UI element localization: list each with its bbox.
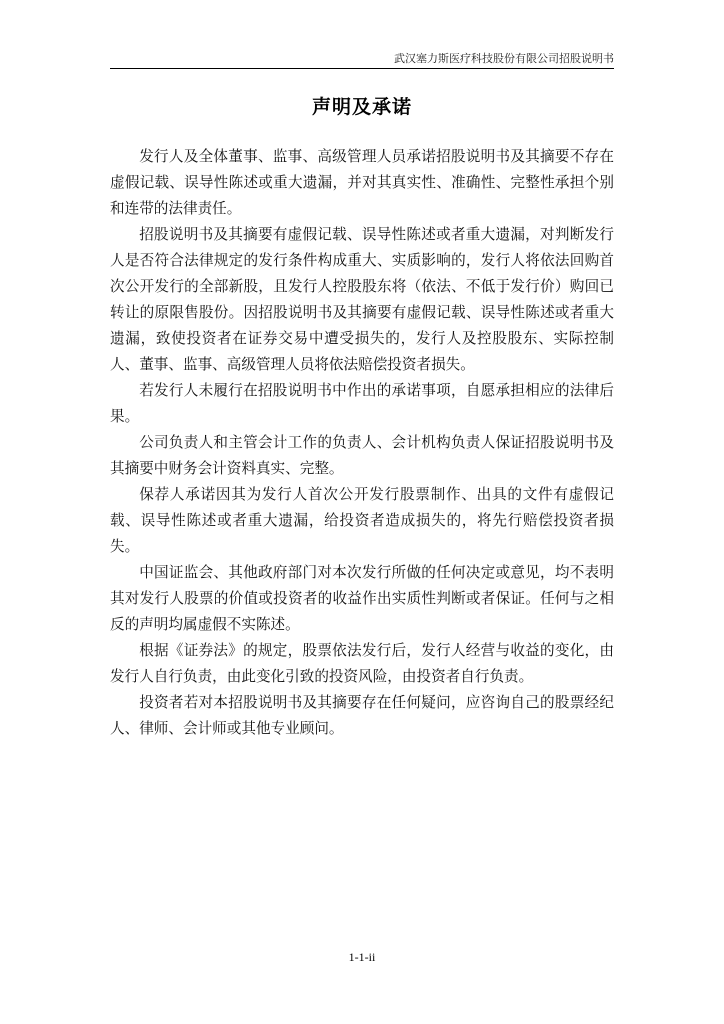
paragraph-consult: 投资者若对本招股说明书及其摘要存在任何疑问，应咨询自己的股票经纪人、律师、会计师或其他专业顾问。 xyxy=(110,694,614,737)
paragraph-sponsor: 保荐人承诺因其为发行人首次公开发行股票制作、出具的文件有虚假记载、误导性陈述或者重大遗漏，给投资者造成损失的，将先行赔偿投资者损失。 xyxy=(110,486,614,555)
header-divider xyxy=(110,68,614,69)
paragraph-csrc: 中国证监会、其他政府部门对本次发行所做的任何决定或意见，均不表明其对发行人股票的价值或投资者的收益作出实质性判断或者保证。任何与之相反的声明均属虚假不实陈述。 xyxy=(110,564,614,633)
paragraph-responsibility: 发行人及全体董事、监事、高级管理人员承诺招股说明书及其摘要不存在虚假记载、误导性陈述或重大遗漏，并对其真实性、准确性、完整性承担个别和连带的法律责任。 xyxy=(110,148,614,217)
statement-body xyxy=(110,144,614,742)
running-header: 武汉塞力斯医疗科技股份有限公司招股说明书 xyxy=(394,52,614,65)
page-title: 声明及承诺 xyxy=(311,96,412,118)
paragraph-commitment: 若发行人未履行在招股说明书中作出的承诺事项，自愿承担相应的法律后果。 xyxy=(110,382,614,425)
paragraph-securities-law: 根据《证券法》的规定，股票依法发行后，发行人经营与收益的变化，由发行人自行负责，由此变化引致的投资风险，由投资者自行负责。 xyxy=(110,642,614,685)
paragraph-buyback: 招股说明书及其摘要有虚假记载、误导性陈述或者重大遗漏，对判断发行人是否符合法律规定的发行条件构成重大、实质影响的，发行人将依法回购首次公开发行的全部新股，且发行人控股股东将（依法、不低于发行价）购回已转让的原限售股份。因招股说明书及其摘要有虚假记载、误导性陈述或者重大遗漏，致使投资者在证券交易中遭受损失的，发行人及控股股东、实际控制人、董事、监事、高级管理人员将依法赔偿投资者损失。 xyxy=(110,226,614,373)
page-number: 1-1-ii xyxy=(348,950,376,964)
paragraph-financial-data: 公司负责人和主管会计工作的负责人、会计机构负责人保证招股说明书及其摘要中财务会计资料真实、完整。 xyxy=(110,434,614,477)
